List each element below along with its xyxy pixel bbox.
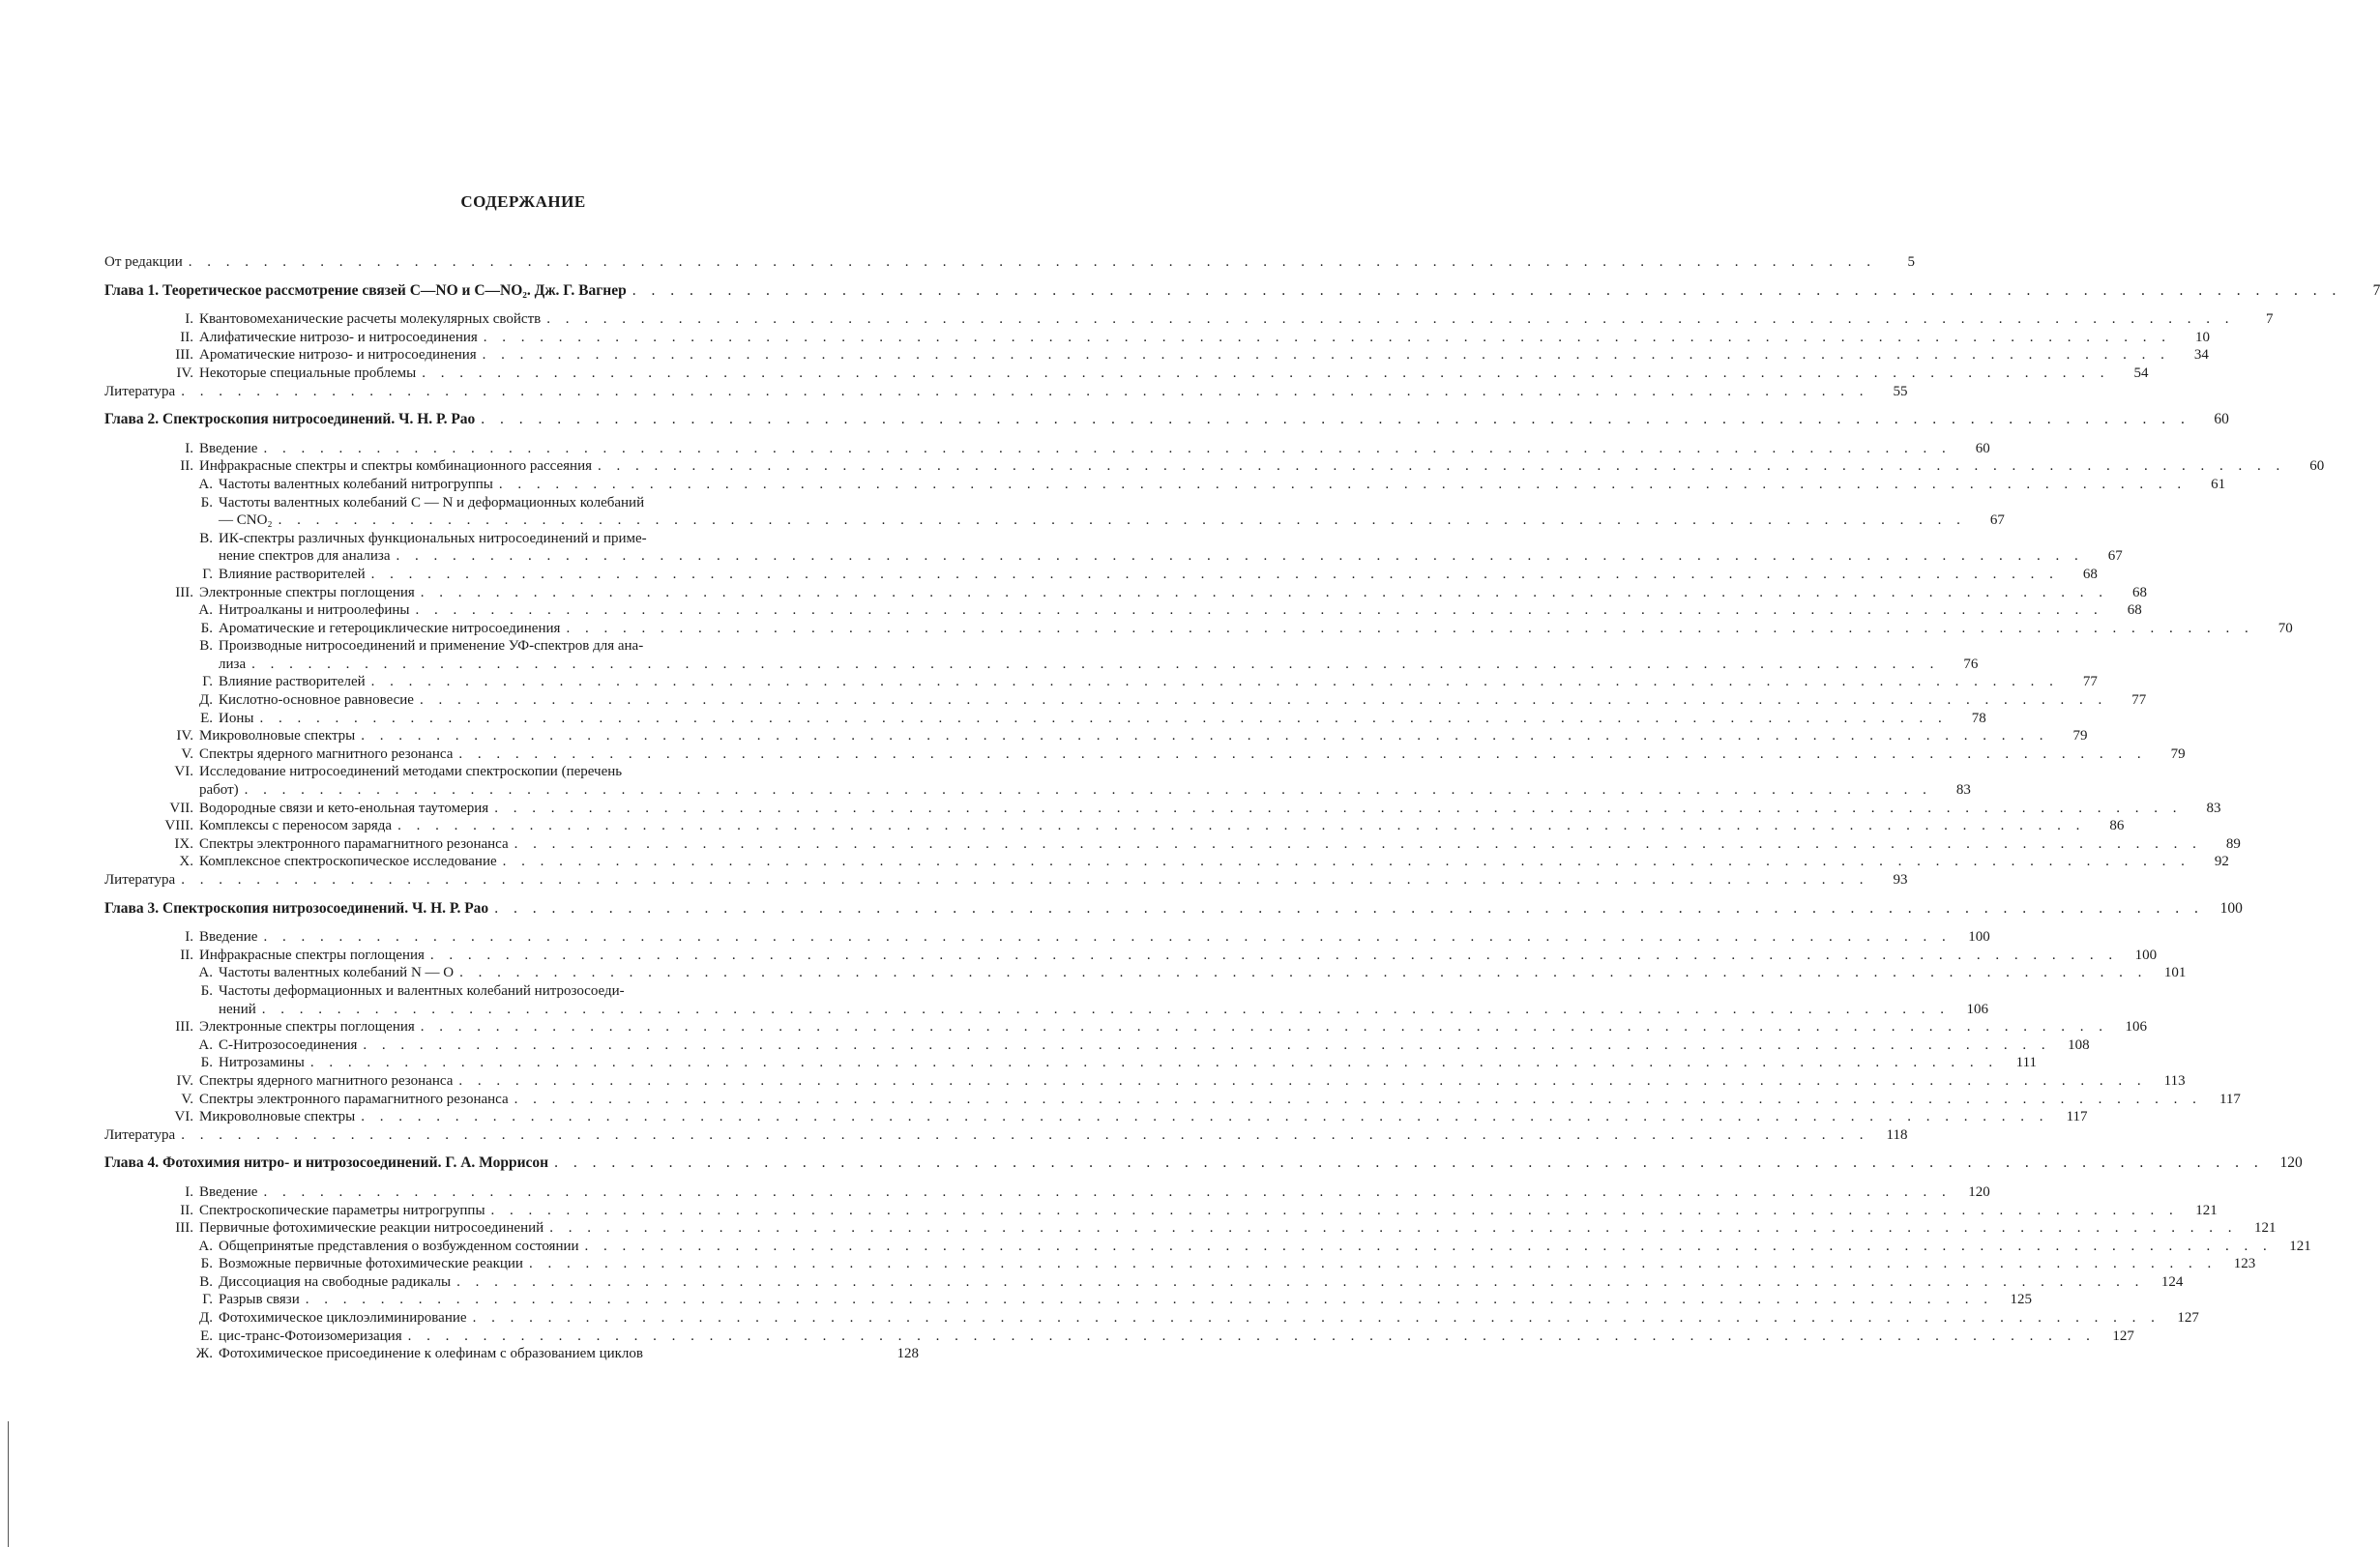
page-number: 34 — [2193, 347, 2209, 364]
entry-title: Микроволновые спектры — [199, 1109, 356, 1125]
toc-entry[interactable] — [104, 1328, 2134, 1346]
toc-entry-continuation — [104, 511, 2005, 530]
page-number: 86 — [2109, 818, 2125, 834]
section-number: IV. — [176, 728, 193, 744]
page-number: 5 — [1907, 254, 1916, 270]
entry-title: Литература — [104, 383, 176, 399]
chapter-heading[interactable] — [104, 411, 2229, 429]
entry-title: Глава 4. Фотохимия нитро- и нитрозосоединений. Г. А. Моррисон — [104, 1154, 549, 1172]
dot-leader — [422, 365, 2109, 383]
section-number: II. — [180, 1202, 193, 1218]
dot-leader — [529, 1255, 2217, 1273]
toc-entry[interactable] — [104, 1345, 919, 1363]
entry-title: Водородные связи и кето-енольная таутомерия — [199, 800, 489, 816]
toc-entry[interactable] — [104, 457, 2325, 476]
page-number: 79 — [2072, 728, 2088, 744]
dot-leader — [494, 800, 2182, 818]
toc-entry[interactable] — [104, 964, 2187, 982]
page-number: 108 — [2068, 1036, 2090, 1053]
section-number: V. — [181, 1091, 193, 1107]
entry-title: Квантовомеханические расчеты молекулярных свойств — [199, 311, 542, 328]
subsection-letter: А. — [198, 965, 213, 981]
entry-title: Комплексы с переносом заряда — [199, 818, 393, 834]
section-number: II. — [180, 329, 193, 345]
dot-leader — [494, 900, 2204, 919]
toc-entry[interactable] — [104, 853, 2229, 871]
entry-title: цис-транс-Фотоизомеризация — [219, 1328, 402, 1344]
toc-entry[interactable] — [104, 835, 2241, 854]
entry-title: Возможные первичные фотохимические реакции — [219, 1256, 523, 1272]
entry-title: Диссоциация на свободные радикалы — [219, 1273, 452, 1290]
page-number: 127 — [2177, 1310, 2199, 1327]
toc-entry[interactable] — [104, 1238, 2311, 1256]
section-number: I. — [185, 1183, 193, 1200]
toc-entry[interactable] — [104, 566, 2098, 584]
entry-title: Фотохимическое присоединение к олефинам с образованием циклов — [219, 1346, 643, 1362]
dot-leader — [408, 1328, 2096, 1346]
toc-entry[interactable] — [104, 310, 2274, 329]
dot-leader — [549, 1219, 2237, 1238]
page-number: 78 — [1971, 710, 1986, 726]
page-number: 54 — [2133, 365, 2149, 381]
subsection-letter: Б. — [200, 494, 213, 511]
page-number: 7 — [2265, 311, 2274, 328]
chapter-heading[interactable] — [104, 1154, 2303, 1173]
toc-entry[interactable] — [104, 1036, 2090, 1055]
toc-entry[interactable] — [104, 817, 2125, 835]
entry-title: Спектры ядерного магнитного резонанса — [199, 745, 454, 762]
entry-title: Глава 2. Спектроскопия нитросоединений. Ч. Н. Р. Рао — [104, 411, 476, 428]
subsection-letter: А. — [198, 1238, 213, 1254]
dot-leader — [458, 745, 2146, 764]
entry-title: Алифатические нитрозо- и нитросоединения — [199, 329, 478, 345]
entry-title-continuation: нение спектров для анализа — [219, 548, 391, 565]
page-number: 123 — [2233, 1256, 2256, 1272]
toc-entry-continuation — [104, 656, 1979, 674]
toc-entry[interactable] — [104, 494, 919, 512]
page-number: 125 — [2010, 1292, 2032, 1308]
entry-title: Исследование нитросоединений методами спектроскопии (перечень — [199, 764, 623, 780]
entry-title: Спектроскопические параметры нитрогруппы — [199, 1202, 485, 1218]
table-of-contents — [104, 253, 2380, 1363]
page-number: 7 — [2372, 281, 2380, 299]
toc-entry[interactable] — [104, 1183, 1990, 1202]
dot-leader — [632, 282, 2342, 301]
section-number: I. — [185, 929, 193, 946]
subsection-letter: Е. — [200, 710, 213, 726]
dot-leader — [363, 1036, 2050, 1055]
entry-title: Спектры электронного парамагнитного резонанса — [199, 835, 509, 852]
page-number: 92 — [2214, 854, 2229, 870]
dot-leader — [514, 835, 2202, 854]
page-number: 70 — [2277, 620, 2293, 636]
section-number: III. — [175, 1220, 193, 1237]
dot-leader — [458, 1072, 2146, 1091]
entry-title: От редакции — [104, 254, 183, 270]
dot-leader — [503, 853, 2190, 871]
page-number: 55 — [1893, 383, 1908, 399]
toc-entry[interactable] — [104, 1291, 2032, 1309]
toc-entry[interactable] — [104, 691, 2147, 710]
page-number: 100 — [2134, 947, 2158, 963]
dot-leader — [181, 871, 1868, 890]
toc-entry[interactable] — [104, 1091, 2241, 1109]
chapter-heading[interactable] — [104, 899, 2243, 919]
subsection-letter: А. — [198, 1036, 213, 1053]
toc-entry[interactable] — [104, 800, 2221, 818]
section-number: IX. — [174, 835, 193, 852]
dot-leader — [397, 817, 2085, 835]
entry-title: Инфракрасные спектры поглощения — [199, 947, 425, 963]
section-number: III. — [175, 584, 193, 600]
subsection-letter: В. — [199, 1273, 213, 1290]
toc-entry[interactable] — [104, 637, 919, 656]
entry-title: Частоты валентных колебаний нитрогруппы — [219, 476, 493, 492]
toc-entry[interactable] — [104, 584, 2148, 602]
subsection-letter: Д. — [199, 1310, 213, 1327]
page-number: 83 — [2206, 800, 2221, 816]
dot-leader — [554, 1154, 2264, 1173]
dot-leader — [459, 964, 2147, 982]
dot-leader — [262, 1001, 1950, 1019]
dot-leader — [416, 601, 2103, 620]
page-number: 77 — [2131, 692, 2147, 709]
subsection-letter: Б. — [200, 982, 213, 999]
section-number: III. — [175, 347, 193, 364]
subsection-letter: Е. — [200, 1328, 213, 1344]
dot-leader — [430, 947, 2118, 965]
dot-leader — [361, 1108, 2048, 1126]
page-number: 89 — [2225, 835, 2241, 852]
toc-entry[interactable] — [104, 1219, 2277, 1238]
toc-entry[interactable] — [104, 1126, 1908, 1145]
dot-leader — [306, 1291, 1993, 1309]
toc-entry[interactable] — [104, 763, 919, 781]
page-number: 121 — [2253, 1220, 2277, 1237]
toc-entry[interactable] — [104, 1018, 2148, 1036]
entry-title: Микроволновые спектры — [199, 728, 356, 744]
dot-leader — [420, 691, 2107, 710]
entry-title-continuation: нений — [219, 1001, 256, 1017]
dot-leader — [263, 440, 1951, 458]
page-number: 10 — [2195, 329, 2211, 345]
dot-leader — [456, 1273, 2144, 1292]
toc-entry[interactable] — [104, 1054, 2038, 1072]
toc-entry[interactable] — [104, 710, 1986, 728]
dot-leader — [598, 457, 2285, 476]
subsection-letter: В. — [199, 638, 213, 655]
dot-leader — [514, 1091, 2202, 1109]
dot-leader — [181, 1126, 1868, 1145]
dot-leader — [546, 310, 2234, 329]
dot-leader — [189, 253, 1876, 272]
page-number: 128 — [896, 1346, 919, 1362]
subsection-letter: Д. — [199, 692, 213, 709]
page-number: 68 — [2127, 602, 2142, 619]
page-number: 76 — [1963, 656, 1979, 672]
dot-leader — [371, 566, 2059, 584]
subsection-letter: Г. — [202, 1292, 213, 1308]
entry-title-continuation: лиза — [219, 656, 247, 672]
page-number: 79 — [2170, 745, 2186, 762]
section-number: VII. — [169, 800, 193, 816]
toc-entry[interactable] — [104, 476, 2226, 494]
entry-title: Частоты деформационных и валентных колебаний нитрозосоеди- — [219, 982, 625, 999]
toc-entry[interactable] — [104, 673, 2098, 691]
toc-entry[interactable] — [104, 1309, 2199, 1328]
entry-title: Литература — [104, 872, 176, 888]
page-number: 111 — [2015, 1055, 2038, 1071]
subsection-letter: Б. — [200, 620, 213, 636]
entry-title: Общепринятые представления о возбужденном состоянии — [219, 1238, 579, 1254]
page-number: 127 — [2112, 1328, 2134, 1344]
entry-title: Нитрозамины — [219, 1055, 305, 1071]
section-number: VIII. — [164, 818, 193, 834]
entry-title: Частоты валентных колебаний C — N и деформационных колебаний — [219, 494, 645, 511]
toc-entry[interactable] — [104, 871, 1908, 890]
dot-leader — [421, 1018, 2108, 1036]
toc-entry[interactable] — [104, 601, 2142, 620]
entry-title: Литература — [104, 1126, 176, 1143]
page-number: 101 — [2163, 965, 2187, 981]
dot-leader — [259, 710, 1947, 728]
entry-title: Производные нитросоединений и применение УФ-спектров для ана- — [219, 638, 644, 655]
page-number: 106 — [1966, 1001, 1989, 1017]
page-number: 60 — [2214, 411, 2229, 428]
entry-title: Спектры ядерного магнитного резонанса — [199, 1072, 454, 1089]
toc-entry[interactable] — [104, 727, 2088, 745]
section-number: IV. — [176, 365, 193, 381]
toc-entry[interactable] — [104, 1273, 2184, 1292]
toc-entry[interactable] — [104, 530, 919, 548]
dot-leader — [483, 346, 2170, 365]
page-number: 100 — [1968, 929, 1990, 946]
dot-leader — [371, 673, 2059, 691]
subsection-letter: Ж. — [195, 1346, 213, 1362]
entry-title: Фотохимическое циклоэлиминирование — [219, 1310, 467, 1327]
entry-title-continuation: работ) — [199, 782, 239, 799]
entry-title: Инфракрасные спектры и спектры комбинационного рассеяния — [199, 458, 593, 475]
toc-entry[interactable] — [104, 1202, 2218, 1220]
entry-title: Введение — [199, 440, 258, 456]
page-number: 120 — [1968, 1183, 1990, 1200]
section-number: II. — [180, 947, 193, 963]
entry-title: Частоты валентных колебаний N — O — [219, 965, 455, 981]
dot-leader — [310, 1054, 1998, 1072]
dot-leader — [361, 727, 2048, 745]
subsection-letter: А. — [198, 476, 213, 492]
page-number: 100 — [2219, 899, 2243, 917]
section-number: I. — [185, 311, 193, 328]
entry-title: Ионы — [219, 710, 254, 726]
section-number: III. — [175, 1019, 193, 1036]
page-number: 60 — [2309, 458, 2325, 475]
dot-leader — [499, 476, 2187, 494]
dot-leader — [251, 656, 1939, 674]
entry-title: Спектры электронного парамагнитного резонанса — [199, 1091, 509, 1107]
section-number: II. — [180, 458, 193, 475]
page-number: 67 — [2107, 548, 2123, 565]
dot-leader — [263, 1183, 1951, 1202]
entry-title: Кислотно-основное равновесие — [219, 692, 414, 709]
dot-leader — [491, 1202, 2179, 1220]
entry-title: Ароматические и гетероциклические нитросоединения — [219, 620, 561, 636]
toc-entry[interactable] — [104, 383, 1908, 401]
entry-title: Ароматические нитрозо- и нитросоединения — [199, 347, 477, 364]
subsection-letter: Г. — [202, 566, 213, 582]
page-number: 120 — [2279, 1154, 2303, 1172]
entry-title: Влияние растворителей — [219, 566, 366, 582]
section-number: X. — [179, 854, 193, 870]
page-number: 67 — [1989, 512, 2005, 529]
toc-entry[interactable] — [104, 928, 1990, 947]
dot-leader — [421, 584, 2108, 602]
subsection-letter: А. — [198, 602, 213, 619]
toc-entry[interactable] — [104, 1255, 2256, 1273]
toc-entry-continuation — [104, 547, 2123, 566]
subsection-letter: В. — [199, 530, 213, 546]
page-number: 68 — [2132, 584, 2148, 600]
subsection-letter: Г. — [202, 674, 213, 690]
page-number: 117 — [2218, 1091, 2241, 1107]
dot-leader — [566, 620, 2253, 638]
page-number: 113 — [2163, 1072, 2186, 1089]
page-number: 68 — [2082, 566, 2098, 582]
entry-title: Введение — [199, 929, 258, 946]
toc-entry[interactable] — [104, 620, 2293, 638]
toc-entry[interactable] — [104, 346, 2209, 365]
page-number: 61 — [2211, 476, 2226, 492]
entry-title: ИК-спектры различных функциональных нитросоединений и приме- — [219, 530, 647, 546]
dot-leader — [245, 781, 1932, 800]
entry-title: С-Нитрозосоединения — [219, 1036, 358, 1053]
page-number: 83 — [1955, 782, 1971, 799]
toc-entry-continuation — [104, 1001, 1989, 1019]
entry-title: Комплексное спектроскопическое исследование — [199, 854, 497, 870]
subsection-letter: Б. — [200, 1256, 213, 1272]
toc-entry[interactable] — [104, 253, 1916, 272]
toc-entry[interactable] — [104, 1108, 2088, 1126]
entry-title: Влияние растворителей — [219, 674, 366, 690]
dot-leader — [585, 1238, 2273, 1256]
entry-title: Некоторые специальные проблемы — [199, 365, 417, 381]
toc-entry[interactable] — [104, 947, 2158, 965]
page-number: 60 — [1975, 440, 1990, 456]
toc-entry[interactable] — [104, 365, 2149, 383]
entry-title: Глава 1. Теоретическое рассмотрение связей C—NO и C—NO₂. Дж. Г. Вагнер — [104, 281, 627, 299]
page-title: СОДЕРЖАНИЕ — [460, 192, 586, 211]
entry-title: Разрыв связи — [219, 1292, 300, 1308]
page-number: 124 — [2160, 1273, 2184, 1290]
entry-title: Глава 3. Спектроскопия нитрозосоединений. Ч. Н. Р. Рао — [104, 899, 489, 917]
toc-entry[interactable] — [104, 1072, 2186, 1091]
page-number: 121 — [2289, 1238, 2311, 1254]
section-number: IV. — [176, 1072, 193, 1089]
toc-entry[interactable] — [104, 745, 2186, 764]
dot-leader — [397, 547, 2084, 566]
page-number: 106 — [2125, 1019, 2148, 1036]
section-number: V. — [181, 745, 193, 762]
entry-title: Электронные спектры поглощения — [199, 1019, 415, 1036]
entry-title: Введение — [199, 1183, 258, 1200]
page-number: 117 — [2066, 1109, 2088, 1125]
dot-leader — [481, 411, 2190, 429]
dot-leader — [279, 511, 1966, 530]
section-number: VI. — [174, 764, 193, 780]
page-number: 77 — [2082, 674, 2098, 690]
dot-leader — [181, 383, 1868, 401]
toc-entry[interactable] — [104, 329, 2211, 347]
entry-title-continuation: — CNO₂ — [219, 512, 273, 529]
toc-entry[interactable] — [104, 440, 1990, 458]
page-number: 118 — [1886, 1126, 1908, 1143]
subsection-letter: Б. — [200, 1055, 213, 1071]
page-number: 93 — [1893, 872, 1908, 888]
chapter-heading[interactable] — [104, 281, 2380, 301]
dot-leader — [484, 329, 2171, 347]
dot-leader — [263, 928, 1951, 947]
entry-title: Первичные фотохимические реакции нитросоединений — [199, 1220, 544, 1237]
entry-title: Нитроалканы и нитроолефины — [219, 602, 410, 619]
section-number: I. — [185, 440, 193, 456]
scan-edge-mark — [8, 1421, 9, 1547]
toc-entry-continuation — [104, 781, 1971, 800]
page-number: 121 — [2195, 1202, 2218, 1218]
dot-leader — [473, 1309, 2160, 1328]
toc-entry[interactable] — [104, 982, 919, 1001]
section-number: VI. — [174, 1109, 193, 1125]
entry-title: Электронные спектры поглощения — [199, 584, 415, 600]
